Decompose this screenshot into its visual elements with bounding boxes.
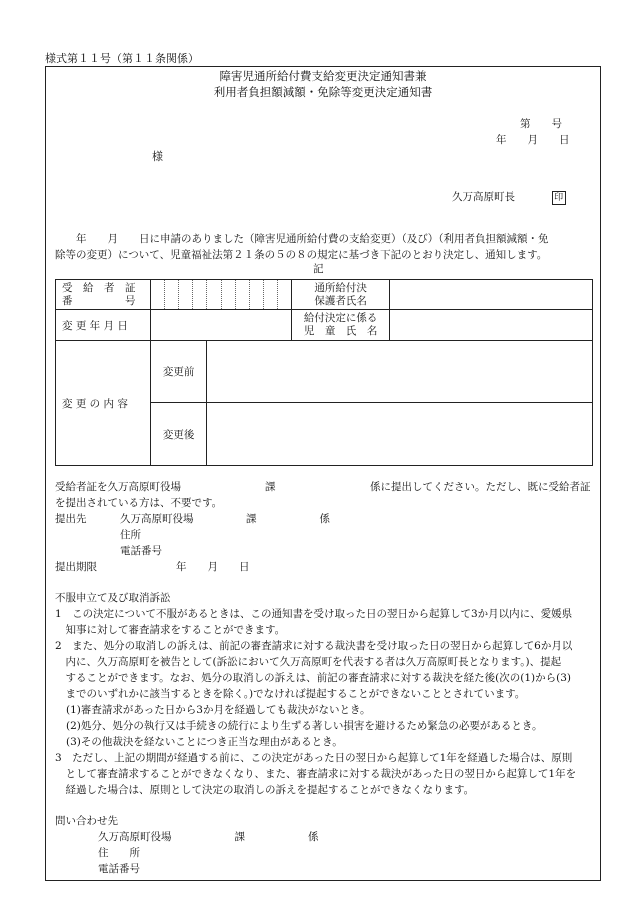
submission-address: 住所 <box>120 529 141 541</box>
appeal-p3-line2: として審査請求することができなくなり、また、審査請求に対する裁決があった日の翌日から起算して1年を <box>55 768 577 780</box>
ki-heading: 記 <box>313 263 324 275</box>
child-label-line1: 給付決定に係る <box>303 312 378 324</box>
submission-deadline-label: 提出期限 <box>55 561 97 573</box>
appeal-p2-line3: することができます。なお、処分の取消しの訴えは、前記の審査請求に対する裁決を経た後(次の(1)から(3) <box>55 672 572 684</box>
appeal-p1-line1: 1 この決定について不服があるときは、この通知書を受け取った日の翌日から起算して3か月以内に、愛媛県 <box>55 608 573 620</box>
contact-phone: 電話番号 <box>98 863 140 875</box>
contact-office: 久万高原町役場 課 係 <box>98 831 319 843</box>
recipient-number-label-line2: 番 号 <box>62 294 136 307</box>
submission-deadline-date: 年 月 日 <box>176 561 250 573</box>
recipient-number-label-line1: 受 給 者 証 <box>62 281 136 294</box>
appeal-item3: (3)その他裁決を経ないことにつき正当な理由があるとき。 <box>66 736 343 748</box>
decision-table <box>55 279 593 466</box>
change-content-label: 変 更 の 内 容 <box>56 341 151 466</box>
recipient-number-digit <box>193 280 207 310</box>
document-title-line2: 利用者負担額減額・免除等変更決定通知書 <box>213 85 433 99</box>
document-number: 第 号 <box>520 118 562 130</box>
contact-heading: 問い合わせ先 <box>55 815 118 827</box>
submission-line1: 受給者証を久万高原町役場 課 係に提出してください。ただし、既に受給者証 <box>55 481 591 493</box>
appeal-p2-line1: 2 また、処分の取消しの訴えは、前記の審査請求に対する裁決書を受け取った日の翌日から起算して6か月以 <box>55 640 573 652</box>
contact-address: 住 所 <box>98 847 140 859</box>
submission-phone: 電話番号 <box>120 545 162 557</box>
appeal-item1: (1)審査請求があった日から3か月を経過しても裁決がないとき。 <box>66 704 371 716</box>
after-label: 変更後 <box>150 403 207 466</box>
document-title-line1: 障害児通所給付費支給変更決定通知書兼 <box>219 69 427 83</box>
guardian-label-line2: 保護者氏名 <box>314 294 367 307</box>
after-value <box>207 403 593 466</box>
seal-stamp: 印 <box>552 191 566 205</box>
recipient-number-digit <box>150 280 164 310</box>
appeal-p2-line4: までのいずれかに該当するときを除く。)でなければ提起することができないこととされています。 <box>55 688 526 700</box>
recipient-number-digit <box>235 280 249 310</box>
document-date: 年 月 日 <box>496 134 570 146</box>
guardian-name-value <box>390 280 593 310</box>
guardian-label-line1: 通所給付決 <box>314 281 367 294</box>
change-date-value <box>150 310 291 341</box>
main-paragraph-line1: 年 月 日に申請のありました（障害児通所給付費の支給変更）（及び）（利用者負担額減額・免 <box>55 233 549 245</box>
change-date-label: 変 更 年 月 日 <box>56 310 151 341</box>
submission-dest-label: 提出先 <box>55 513 87 525</box>
before-value <box>207 341 593 403</box>
recipient-number-digit <box>221 280 235 310</box>
issuer-signature <box>452 191 566 205</box>
submission-line2: を提出されている方は、不要です。 <box>55 497 223 509</box>
recipient-number-digit <box>263 280 277 310</box>
appeal-heading: 不服申立て及び取消訴訟 <box>55 592 171 604</box>
recipient-number-digit <box>207 280 221 310</box>
appeal-p3-line3: 経過した場合は、原則として決定の取消しの訴えを提起することができなくなります。 <box>55 784 475 796</box>
appeal-p2-line2: 内に、久万高原町を被告として(訴訟において久万高原町を代表する者は久万高原町長となります。)、提起 <box>55 656 562 668</box>
child-name-value <box>390 310 593 341</box>
appeal-item2: (2)処分、処分の執行又は手続きの続行により生ずる著しい損害を避けるため緊急の必要があるとき。 <box>66 720 543 732</box>
before-label: 変更前 <box>150 341 207 403</box>
guardian-name-label <box>292 280 390 310</box>
issuer-name: 久万高原町長 <box>452 191 515 203</box>
child-label-line2: 児 童 氏 名 <box>303 325 378 337</box>
submission-dest-office: 久万高原町役場 課 係 <box>120 513 330 525</box>
child-name-label <box>292 310 390 341</box>
appeal-p3-line1: 3 ただし、上記の期間が経過する前に、この決定があった日の翌日から起算して1年を経過した場合は、原則 <box>55 752 573 764</box>
recipient-number-digit <box>179 280 193 310</box>
recipient-number-digit <box>249 280 263 310</box>
main-paragraph-line2: 除等の変更）について、児童福祉法第２１条の５の８の規定に基づき下記のとおり決定し、通知します。 <box>55 249 548 261</box>
recipient-number-label <box>56 280 151 310</box>
appeal-p1-line2: 知事に対して審査請求をすることができます。 <box>55 624 286 636</box>
recipient-number-digit <box>278 280 292 310</box>
recipient-number-digit <box>165 280 179 310</box>
form-number: 様式第１１号（第１１条関係） <box>45 52 199 65</box>
addressee-suffix: 様 <box>152 150 163 163</box>
